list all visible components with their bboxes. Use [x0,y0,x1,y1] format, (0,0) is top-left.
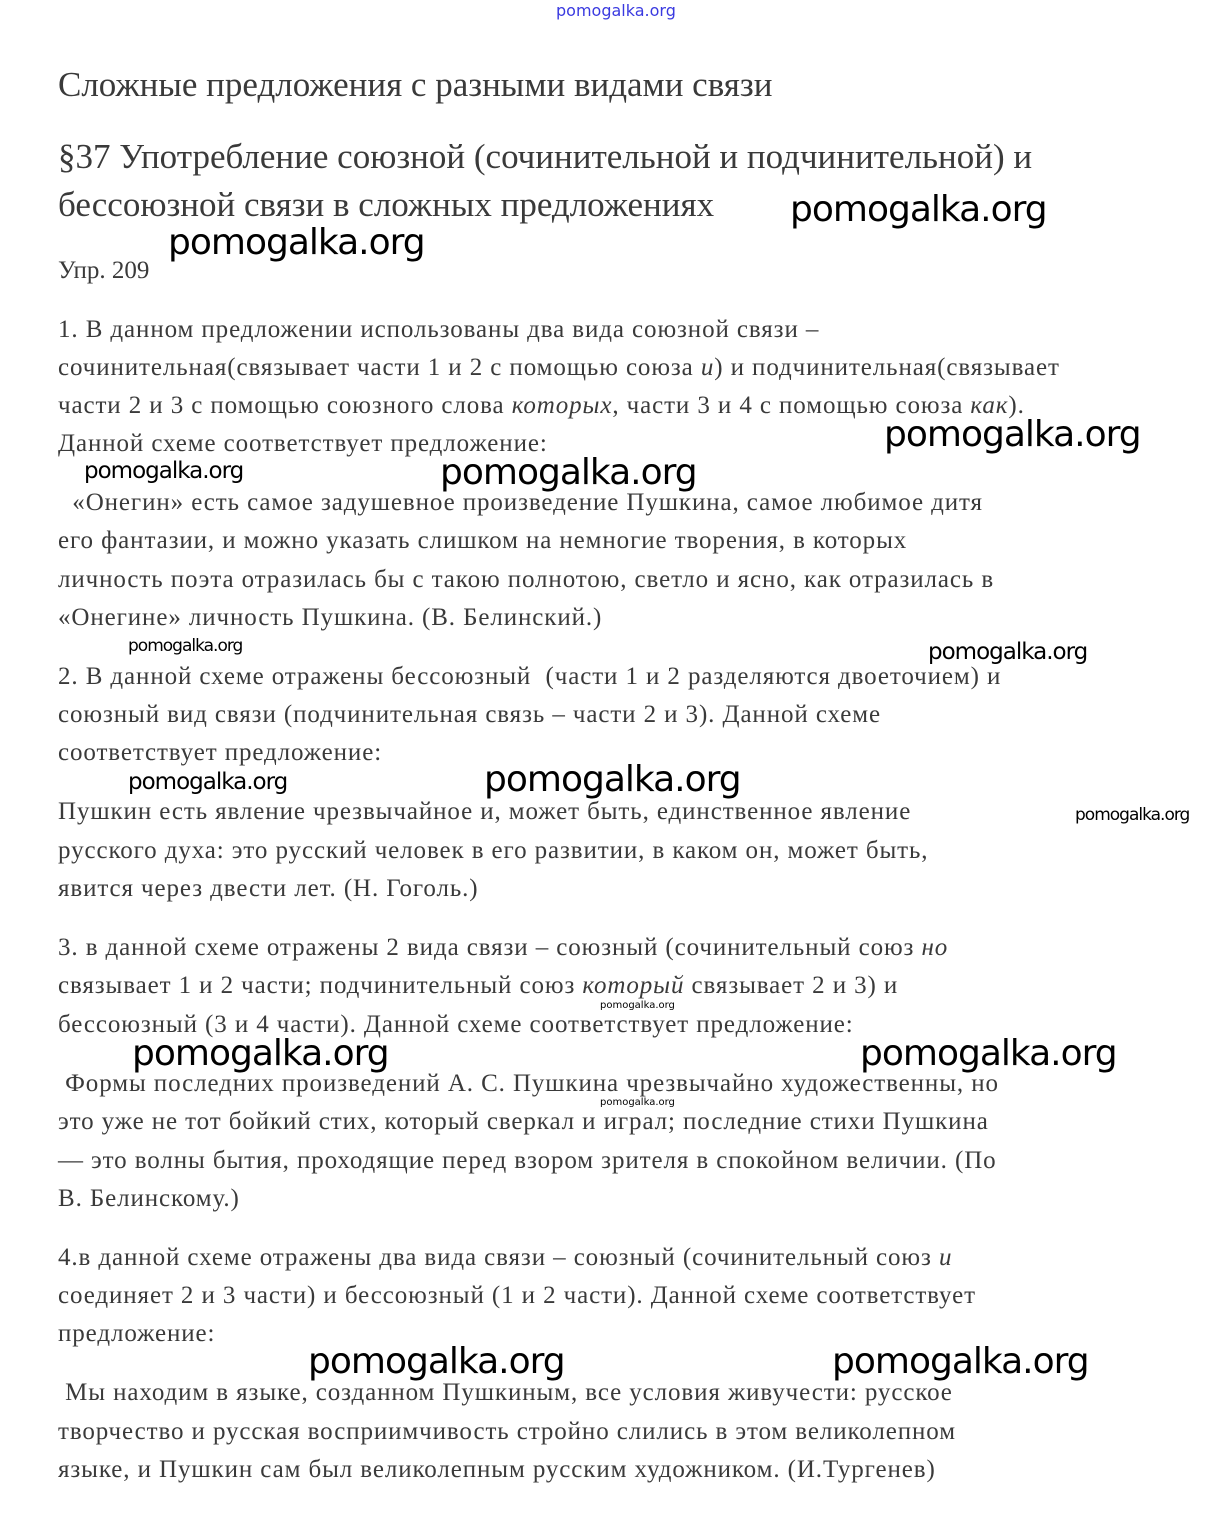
watermark: pomogalka.org [832,1341,1089,1382]
text-line [58,355,1060,381]
text-line [58,1321,215,1347]
text-line [58,1148,997,1174]
watermark: pomogalka.org [928,639,1088,665]
watermark: pomogalka.org [308,1341,565,1382]
text-line [58,664,1001,690]
text-line [58,1071,999,1097]
text-line [58,838,928,864]
text-segment: соединяет 2 и 3 части) и бессоюзный (1 и 2 части). Данной схеме соответствует [58,1282,976,1309]
watermark: pomogalka.org [132,1033,389,1074]
text-line [58,1109,989,1135]
text-segment: сочинительная(связывает части 1 и 2 с помощью союза [58,354,701,381]
text-segment: 1. В данном предложении использованы два вида союзной связи – [58,316,820,343]
watermark: pomogalka.org [600,1097,675,1108]
watermark: pomogalka.org [1075,805,1190,825]
text-line [58,702,881,728]
text-segment: предложение: [58,1320,216,1347]
watermark: pomogalka.org [884,414,1141,455]
watermark: pomogalka.org [84,458,244,484]
italic-conjunction: который [582,972,685,999]
text-segment: соответствует предложение: [58,739,383,766]
watermark: pomogalka.org [600,1000,675,1011]
text-segment: 4.в данной схеме отражены два вида связи – союзный (сочинительный союз [58,1244,939,1271]
text-segment: языке, и Пушкин сам был великолепным русским художником. (И.Тургенев) [58,1456,936,1483]
chapter-title: Сложные предложения с разными видами связи [58,65,773,104]
text-line [58,1283,976,1309]
text-segment: Пушкин есть явление чрезвычайное и, может быть, единственное явление [58,798,912,825]
text-line [58,393,1025,419]
italic-conjunction: но [921,934,949,961]
text-segment: , части 3 и 4 с помощью союза [612,392,971,419]
header-watermark-link[interactable]: pomogalka.org [556,1,676,20]
watermark: pomogalka.org [168,222,425,263]
text-segment: бессоюзный (3 и 4 части). Данной схеме соответствует предложение: [58,1011,854,1038]
text-segment: личность поэта отразилась бы с такою полнотою, светло и ясно, как отразилась в [58,566,995,593]
text-segment: ). [1008,392,1025,419]
text-line [58,1186,240,1212]
text-line [58,876,479,902]
text-line [58,1380,953,1406]
text-segment: явится через двести лет. (Н. Гоголь.) [58,875,479,902]
text-segment: русского духа: это русский человек в его развитии, в каком он, может быть, [58,837,929,864]
text-segment: Формы последних произведений А. С. Пушкина чрезвычайно художественны, но [58,1070,999,1097]
text-line [58,1457,936,1483]
text-segment: части 2 и 3 с помощью союзного слова [58,392,512,419]
text-segment: это уже не тот бойкий стих, который сверкал и играл; последние стихи Пушкина [58,1108,989,1135]
text-segment: его фантазии, и можно указать слишком на немногие творения, в которых [58,527,908,554]
text-segment: 2. В данной схеме отражены бессоюзный (части 1 и 2 разделяются двоеточием) и [58,663,1002,690]
text-line [58,1419,956,1445]
text-segment: Данной схеме соответствует предложение: [58,430,548,457]
watermark: pomogalka.org [860,1033,1117,1074]
text-segment: связывает 1 и 2 части; подчинительный союз [58,972,583,999]
italic-conjunction: как [970,392,1009,419]
text-line [58,317,819,343]
text-segment: связывает 2 и 3) и [684,972,899,999]
text-line [58,1245,952,1271]
italic-conjunction: и [938,1244,953,1271]
text-segment: союзный вид связи (подчинительная связь – части 2 и 3). Данной схеме [58,701,881,728]
watermark: pomogalka.org [440,452,697,493]
section-title-line: бессоюзной связи в сложных предложениях [58,185,715,224]
text-segment: В. Белинскому.) [58,1185,240,1212]
exercise-number: Упр. 209 [58,257,150,284]
text-segment: — это волны бытия, проходящие перед взором зрителя в спокойном величии. (По [58,1147,997,1174]
italic-conjunction: которых [511,392,613,419]
text-line [58,799,911,825]
watermark: pomogalka.org [484,759,741,800]
text-segment: творчество и русская восприимчивость стройно слились в этом великолепном [58,1418,956,1445]
text-line [58,935,948,961]
text-line [58,490,983,516]
text-line [58,740,382,766]
italic-conjunction: и [700,354,715,381]
text-line [58,605,602,631]
text-line [58,973,898,999]
text-segment: «Онегине» личность Пушкина. (В. Белинский.) [58,604,603,631]
text-segment: 3. в данной схеме отражены 2 вида связи – союзный (сочинительный союз [58,934,922,961]
text-line [58,528,907,554]
text-segment: «Онегин» есть самое задушевное произведение Пушкина, самое любимое дитя [58,489,983,516]
text-segment: ) и подчинительная(связывает [714,354,1060,381]
watermark: pomogalka.org [790,189,1047,230]
text-segment: Мы находим в языке, созданном Пушкиным, все условия живучести: русское [58,1379,953,1406]
text-line [58,567,994,593]
watermark: pomogalka.org [128,769,288,795]
watermark: pomogalka.org [128,636,243,656]
section-title-line: §37 Употребление союзной (сочинительной и подчинительной) и [58,137,1033,176]
